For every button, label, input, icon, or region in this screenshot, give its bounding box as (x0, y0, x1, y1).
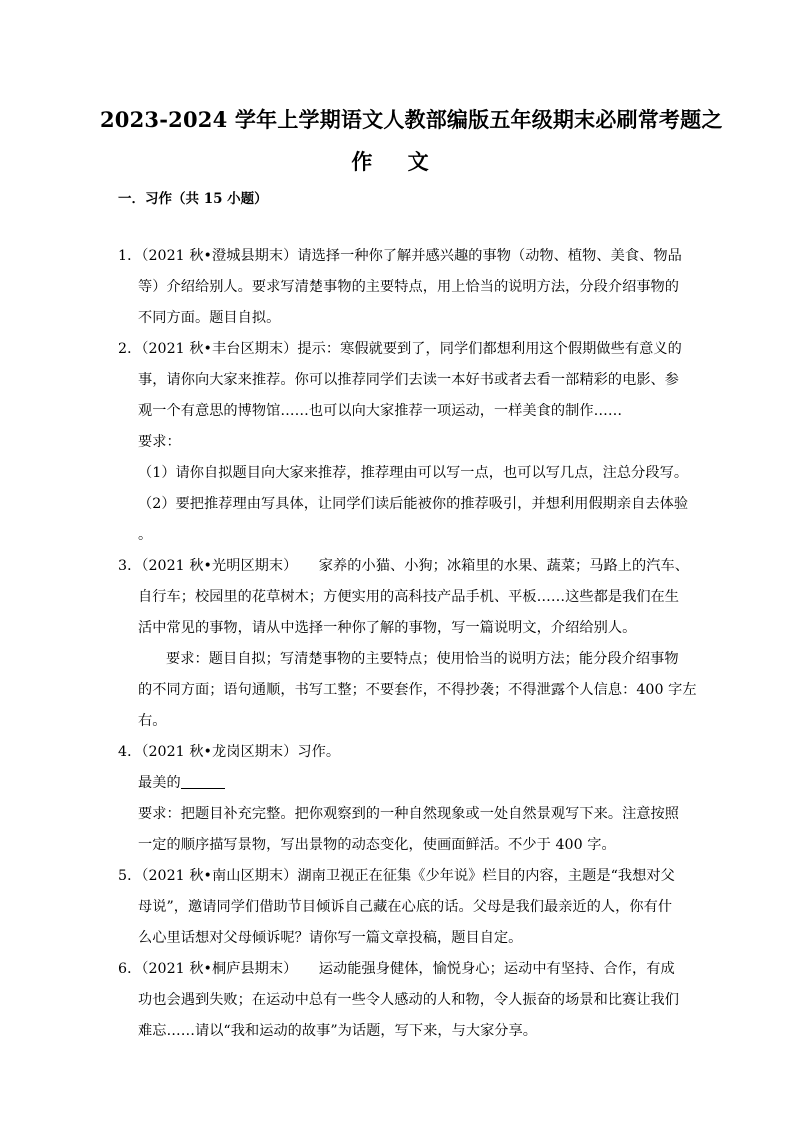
question-6-line-2: 功也会遇到失败；在运动中总有一些令人感动的人和物，令人振奋的场景和比赛让我们 (138, 992, 680, 1008)
question-3-line-3: 活中常见的事物，请从中选择一种你了解的事物，写一篇说明文，介绍给别人。 (138, 620, 637, 636)
question-1-line-1: 1．（2021 秋•澄城县期末）请选择一种你了解并感兴趣的事物（动物、植物、美食、物品 (118, 248, 682, 264)
question-2-line-1: 2．（2021 秋•丰台区期末）提示：寒假就要到了，同学们都想利用这个假期做些有意义的 (118, 341, 682, 357)
question-5-line-2: 母说”，邀请同学们借助节目倾诉自己藏在心底的话。父母是我们最亲近的人，你有什 (138, 899, 673, 915)
question-2-requirement-1: （1）请你自拟题目向大家来推荐，推荐理由可以写一点，也可以写几点，注总分段写。 (138, 465, 689, 481)
doc-title-line2: 作 文 (351, 149, 443, 174)
question-2-requirements-label: 要求： (138, 434, 181, 450)
question-3-line-6: 右。 (138, 713, 167, 729)
title-prefix: 最美的 (138, 775, 181, 791)
question-1-line-2: 等）介绍给别人。要求写清楚事物的主要特点，用上恰当的说明方法，分段介绍事物的 (138, 279, 680, 295)
question-3-line-5: 的不同方面；语句通顺，书写工整；不要套作，不得抄袭；不得泄露个人信息：400 字左 (138, 682, 697, 698)
question-2-line-2: 事，请你向大家来推荐。你可以推荐同学们去读一本好书或者去看一部精彩的电影、参 (138, 372, 680, 388)
question-6-line-1: 6．（2021 秋•桐庐县期末） 运动能强身健体，愉悦身心；运动中有坚持、合作，有成 (118, 961, 675, 977)
question-5-line-3: 么心里话想对父母倾诉呢？请你写一篇文章投稿，题目自定。 (138, 930, 523, 946)
section-heading: 一．习作（共 15 小题） (118, 191, 268, 207)
question-2-line-end: 。 (138, 527, 153, 543)
question-4-line-4: 一定的顺序描写景物，写出景物的动态变化，使画面鲜活。不少于 400 字。 (138, 837, 616, 853)
doc-title-line1: 2023-2024 学年上学期语文人教部编版五年级期末必刷常考题之 (100, 107, 723, 132)
question-4-line-1: 4．（2021 秋•龙岗区期末）习作。 (118, 744, 341, 760)
question-3-line-1: 3．（2021 秋•光明区期末） 家养的小猫、小狗；冰箱里的水果、蔬菜；马路上的汽车、 (118, 558, 689, 574)
question-6-line-3: 难忘……请以“我和运动的故事”为话题，写下来，与大家分享。 (138, 1023, 538, 1039)
question-1-line-3: 不同方面。题目自拟。 (138, 310, 281, 326)
question-2-requirement-2: （2）要把推荐理由写具体，让同学们读后能被你的推荐吸引，并想利用假期亲自去体验 (138, 496, 689, 512)
question-4-requirements: 要求：把题目补充完整。把你观察到的一种自然现象或一处自然景观写下来。注意按照 (138, 806, 680, 822)
question-3-line-2: 自行车；校园里的花草树木；方便实用的高科技产品手机、平板……这些都是我们在生 (138, 589, 680, 605)
question-4-title-prompt (138, 773, 225, 793)
question-2-line-3: 观一个有意思的博物馆……也可以向大家推荐一项运动，一样美食的制作…… (138, 403, 623, 419)
question-3-requirements: 要求：题目自拟；写清楚事物的主要特点；使用恰当的说明方法；能分段介绍事物 (166, 651, 679, 667)
question-5-line-1: 5．（2021 秋•南山区期末）湖南卫视正在征集《少年说》栏目的内容，主题是“我想对父 (118, 868, 675, 884)
fill-in-blank (181, 774, 225, 789)
